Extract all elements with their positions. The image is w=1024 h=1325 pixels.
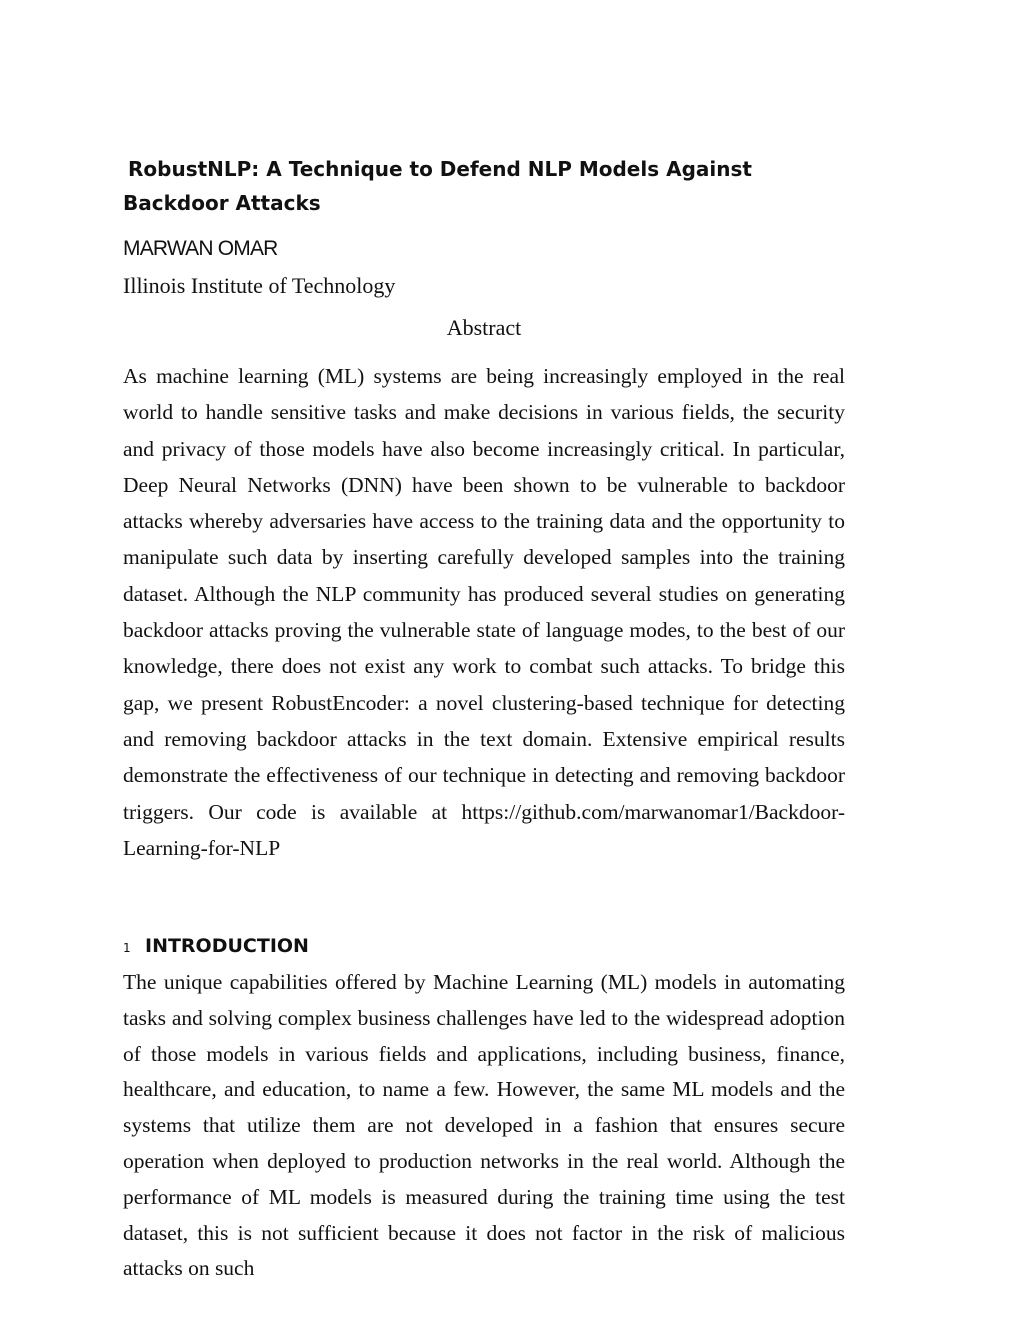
introduction-text: The unique capabilities offered by Machine Learning (ML) models in automating tasks and solving complex business challenges have led to the widespread adoption of those models in various fields and applications, including business, finance, healthcare, and education, to name a few. However, the same ML models and the systems that utilize them are not developed in a fashion that ensures secure operation when deployed to production networks in the real world. Although the performance of ML models is measured during the training time using the test dataset, this is not sufficient because it does not factor in the risk of malicious attacks on such — [123, 970, 845, 1281]
section-number: 1 — [123, 941, 131, 955]
author-name: MARWAN OMAR — [123, 237, 278, 260]
paper-title: RobustNLP: A Technique to Defend NLP Models Against Backdoor Attacks — [123, 157, 752, 215]
section-heading — [123, 930, 309, 964]
abstract-heading: Abstract — [446, 315, 522, 340]
author-affiliation: Illinois Institute of Technology — [123, 273, 396, 298]
abstract-text: As machine learning (ML) systems are being increasingly employed in the real world to handle sensitive tasks and make decisions in various fields, the security and privacy of those models have also become increasingly critical. In particular, Deep Neural Networks (DNN) have been shown to be vulnerable to backdoor attacks whereby adversaries have access to the training data and the opportunity to manipulate such data by inserting carefully developed samples into the training dataset. Although the NLP community has produced several studies on generating backdoor attacks proving the vulnerable state of language modes, to the best of our knowledge, there does not exist any work to combat such attacks. To bridge this gap, we present RobustEncoder: a novel clustering-based technique for detecting and removing backdoor attacks in the text domain. Extensive empirical results demonstrate the effectiveness of our technique in detecting and removing backdoor triggers. Our code is available at https://github.com/marwanomar1/Backdoor-Learning-for-NLP — [123, 364, 845, 860]
section-title: INTRODUCTION — [145, 935, 309, 957]
